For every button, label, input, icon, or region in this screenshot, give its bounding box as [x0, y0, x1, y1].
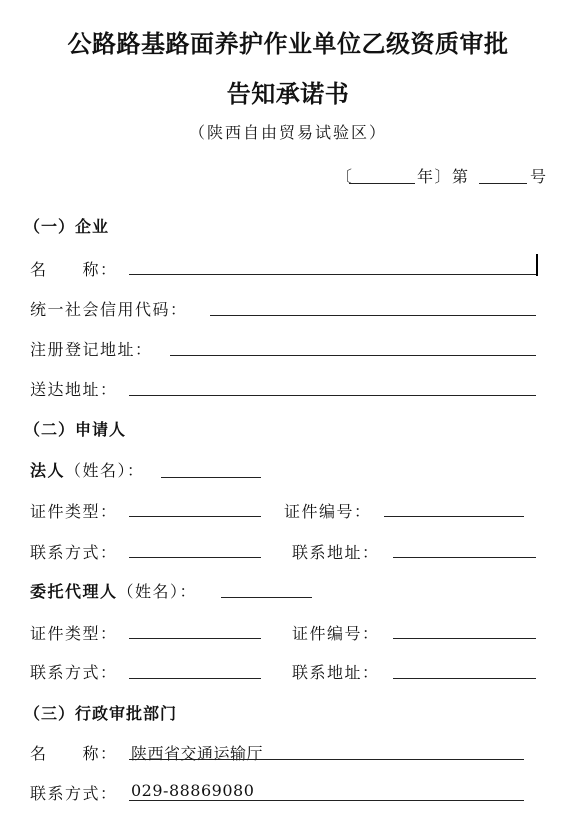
delivery-address-field[interactable]: [129, 395, 536, 396]
legal-person-label-rest: （姓名）：: [65, 461, 145, 480]
agent-id-number-label: 证件编号：: [292, 624, 380, 643]
dept-name-underline: [129, 759, 524, 760]
doc-number-serial-field[interactable]: [479, 183, 527, 184]
credit-code-label: 统一社会信用代码：: [30, 300, 188, 319]
credit-code-field[interactable]: [210, 315, 536, 316]
legal-id-number-label: 证件编号：: [284, 502, 372, 521]
registered-address-field[interactable]: [170, 355, 536, 356]
enterprise-name-field[interactable]: [129, 274, 537, 275]
legal-id-number-field[interactable]: [384, 516, 524, 517]
document-title-line2: 告知承诺书: [226, 80, 350, 108]
dept-contact-underline: [129, 800, 524, 801]
agent-label-bold: 委托代理人: [30, 582, 118, 601]
legal-person-label-bold: 法人: [30, 461, 66, 480]
enterprise-name-label: 名 称：: [30, 260, 118, 279]
agent-id-type-field[interactable]: [129, 638, 261, 639]
dept-name-label: 名 称：: [30, 744, 118, 763]
agent-contact-address-field[interactable]: [393, 678, 536, 679]
section-enterprise-header: （一）企业: [24, 217, 110, 236]
doc-number-open-bracket: 〔: [336, 167, 354, 186]
legal-person-name-field[interactable]: [161, 477, 261, 478]
legal-contact-field[interactable]: [129, 557, 261, 558]
agent-contact-address-label: 联系地址：: [292, 663, 380, 682]
legal-contact-address-label: 联系地址：: [292, 543, 380, 562]
agent-label-rest: （姓名）：: [117, 582, 198, 601]
agent-id-number-field[interactable]: [393, 638, 536, 639]
legal-id-type-label: 证件类型：: [30, 502, 118, 521]
doc-number-year-label: 年〕第: [417, 167, 470, 186]
section-applicant-header: （二）申请人: [24, 420, 127, 439]
registered-address-label: 注册登记地址：: [30, 340, 153, 359]
agent-contact-label: 联系方式：: [30, 663, 118, 682]
agent-id-type-label: 证件类型：: [30, 624, 118, 643]
dept-contact-value: 029-88869080: [131, 781, 255, 800]
document-title-line1: 公路路基路面养护作业单位乙级资质审批: [67, 30, 509, 58]
agent-label: [30, 579, 197, 602]
dept-contact-label: 联系方式：: [30, 784, 118, 803]
legal-contact-address-field[interactable]: [393, 557, 536, 558]
doc-number-suffix: 号: [530, 167, 548, 186]
legal-id-type-field[interactable]: [129, 516, 261, 517]
legal-person-label: [30, 458, 145, 481]
doc-number-year-field[interactable]: [349, 183, 415, 184]
dept-name-value: 陕西省交通运输厅: [131, 744, 264, 763]
agent-contact-field[interactable]: [129, 678, 261, 679]
legal-contact-label: 联系方式：: [30, 543, 118, 562]
section-approval-dept-header: （三）行政审批部门: [24, 704, 178, 723]
agent-name-field[interactable]: [221, 597, 312, 598]
document-subtitle: （陕西自由贸易试验区）: [188, 123, 387, 142]
delivery-address-label: 送达地址：: [30, 380, 118, 399]
text-cursor: [536, 254, 538, 276]
